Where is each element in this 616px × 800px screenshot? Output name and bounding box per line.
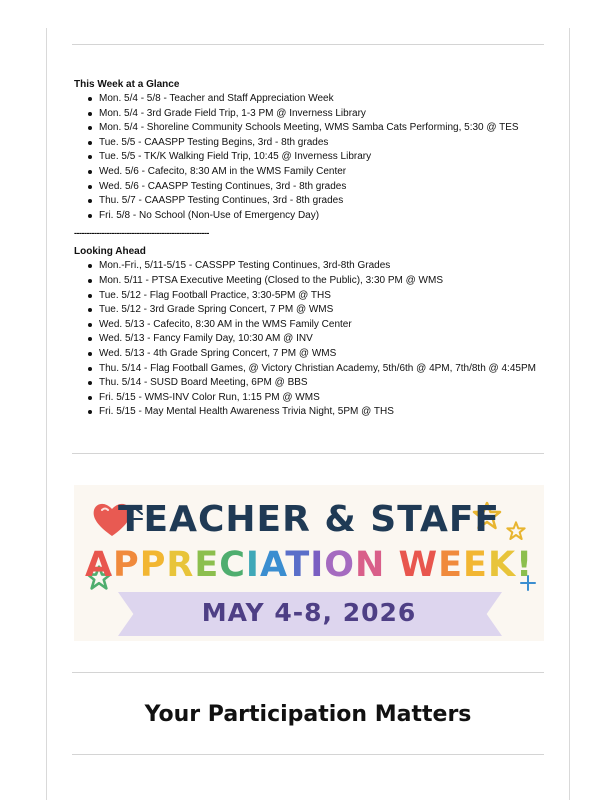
dashed-separator: ------------------------------------------------------ xyxy=(74,228,209,239)
banner-letter: A xyxy=(84,545,114,585)
list-item: Tue. 5/12 - Flag Football Practice, 3:30-5PM @ THS xyxy=(88,289,554,304)
banner-letter: T xyxy=(285,545,311,585)
banner-letter: A xyxy=(259,545,286,585)
list-item: Mon.-Fri., 5/11-5/15 - CASSPP Testing Continues, 3rd-8th Grades xyxy=(88,259,554,274)
banner-letter: P xyxy=(139,545,167,585)
banner-letter: P xyxy=(113,545,140,585)
banner-letter: E xyxy=(194,545,220,585)
list-item: Tue. 5/5 - CAASPP Testing Begins, 3rd - 8th grades xyxy=(88,136,554,151)
list-item: Tue. 5/5 - TK/K Walking Field Trip, 10:45 @ Inverness Library xyxy=(88,150,554,165)
list-item: Mon. 5/4 - 5/8 - Teacher and Staff Appreciation Week xyxy=(88,92,554,107)
list-item: Tue. 5/12 - 3rd Grade Spring Concert, 7 PM @ WMS xyxy=(88,303,554,318)
banner-letter: E xyxy=(438,545,464,585)
looking-ahead-heading: Looking Ahead xyxy=(74,246,146,258)
this-week-heading: This Week at a Glance xyxy=(74,79,180,90)
list-item: Mon. 5/11 - PTSA Executive Meeting (Closed to the Public), 3:30 PM @ WMS xyxy=(88,274,554,289)
banner-letter: N xyxy=(355,545,386,585)
banner-letter xyxy=(385,545,398,585)
list-item: Fri. 5/15 - WMS-INV Color Run, 1:15 PM @ WMS xyxy=(88,391,554,406)
banner-date: MAY 4-8, 2026 xyxy=(201,598,417,627)
banner-title-line2 xyxy=(74,545,544,585)
banner-letter: W xyxy=(398,545,439,585)
list-item: Wed. 5/13 - Fancy Family Day, 10:30 AM @ INV xyxy=(88,332,554,347)
banner-letter: K xyxy=(487,545,517,585)
banner-title-line1: TEACHER & STAFF xyxy=(117,499,501,540)
banner-letter: I xyxy=(245,545,260,585)
banner-letter: I xyxy=(310,545,325,585)
frame-right-border xyxy=(569,28,570,800)
banner-letter: C xyxy=(219,545,246,585)
section-title: Your Participation Matters xyxy=(144,702,472,727)
banner-letter: ! xyxy=(516,545,534,585)
list-item: Thu. 5/14 - SUSD Board Meeting, 6PM @ BBS xyxy=(88,376,554,391)
divider-lower xyxy=(72,672,544,673)
list-item: Wed. 5/13 - 4th Grade Spring Concert, 7 PM @ WMS xyxy=(88,347,554,362)
divider-middle xyxy=(72,453,544,454)
looking-ahead-list xyxy=(88,259,554,420)
list-item: Wed. 5/6 - CAASPP Testing Continues, 3rd - 8th grades xyxy=(88,180,554,195)
divider-top xyxy=(72,44,544,45)
this-week-list xyxy=(88,92,554,223)
list-item: Fri. 5/15 - May Mental Health Awareness Trivia Night, 5PM @ THS xyxy=(88,405,554,420)
list-item: Fri. 5/8 - No School (Non-Use of Emergency Day) xyxy=(88,209,554,224)
list-item: Mon. 5/4 - Shoreline Community Schools Meeting, WMS Samba Cats Performing, 5:30 @ TES xyxy=(88,121,554,136)
frame-left-border xyxy=(46,28,47,800)
banner-letter: O xyxy=(324,545,355,585)
banner-letter: R xyxy=(166,545,195,585)
list-item: Wed. 5/6 - Cafecito, 8:30 AM in the WMS Family Center xyxy=(88,165,554,180)
appreciation-week-banner xyxy=(74,485,544,641)
list-item: Wed. 5/13 - Cafecito, 8:30 AM in the WMS Family Center xyxy=(88,318,554,333)
schedule-section xyxy=(74,78,554,420)
list-item: Thu. 5/7 - CAASPP Testing Continues, 3rd - 8th grades xyxy=(88,194,554,209)
list-item: Mon. 5/4 - 3rd Grade Field Trip, 1-3 PM @ Inverness Library xyxy=(88,107,554,122)
list-item: Thu. 5/14 - Flag Football Games, @ Victory Christian Academy, 5th/6th @ 4PM, 7th/8th @ 4:45PM xyxy=(88,362,554,377)
divider-bottom xyxy=(72,754,544,755)
banner-letter: E xyxy=(463,545,488,585)
